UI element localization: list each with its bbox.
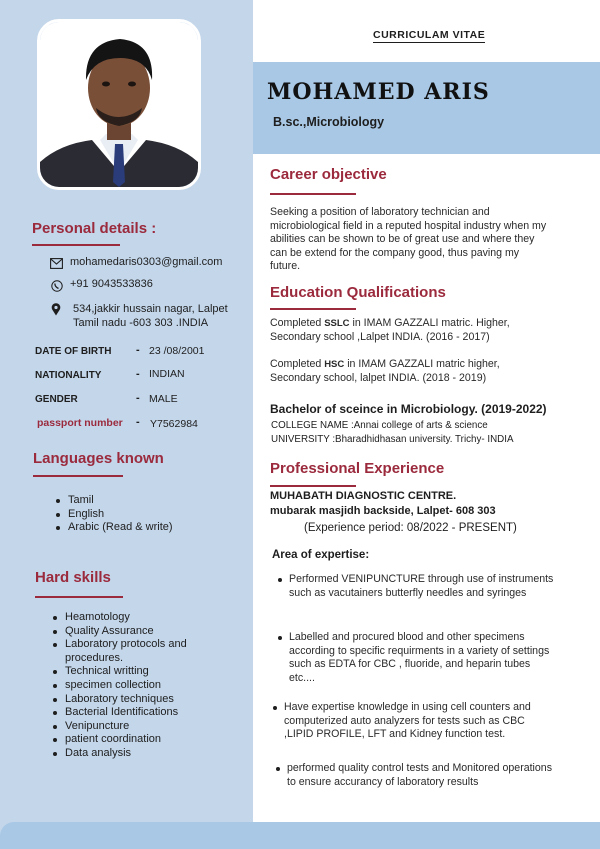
dob-separator: - <box>136 344 140 356</box>
bachelor-entry: Bachelor of sceince in Microbiology. (2019-2022) <box>270 402 547 416</box>
passport-value: Y7562984 <box>150 418 198 430</box>
experience-period: (Experience period: 08/2022 - PRESENT) <box>304 522 517 534</box>
passport-separator: - <box>136 416 140 428</box>
expertise-heading: Area of expertise: <box>272 549 370 561</box>
experience-heading: Professional Experience <box>270 460 445 477</box>
skills-list <box>51 611 211 761</box>
list-item: Laboratory protocols and procedures. <box>51 638 211 665</box>
email-text: mohamedaris0303@gmail.com <box>70 256 223 268</box>
career-divider <box>270 193 356 195</box>
hsc-pre: Completed <box>270 358 325 370</box>
list-item: Performed VENIPUNCTURE through use of instruments such as vacutainers butterfly needles and syringes <box>272 573 557 600</box>
list-item: Technical writting <box>51 665 211 679</box>
nationality-value: INDIAN <box>149 368 185 380</box>
gender-value: MALE <box>149 393 178 405</box>
university-name: UNIVERSITY :Bharadhidhasan university. Trichy- INDIA <box>271 434 514 445</box>
phone-text: +91 9043533836 <box>70 278 153 290</box>
list-item: patient coordination <box>51 733 211 747</box>
sslc-pre: Completed <box>270 317 325 329</box>
list-item: Tamil <box>54 494 244 508</box>
degree: B.sc.,Microbiology <box>273 115 385 129</box>
passport-label: passport number <box>37 417 123 429</box>
gender-separator: - <box>136 392 140 404</box>
list-item: Venipuncture <box>51 720 211 734</box>
list-item: Laboratory techniques <box>51 693 211 707</box>
education-divider <box>270 308 356 310</box>
languages-divider <box>33 475 123 477</box>
expertise-list-2 <box>272 631 557 686</box>
list-item: Quality Assurance <box>51 625 211 639</box>
list-item: specimen collection <box>51 679 211 693</box>
skills-heading: Hard skills <box>35 569 111 586</box>
personal-details-heading: Personal details : <box>32 220 157 237</box>
career-objective-heading: Career objective <box>270 166 387 183</box>
career-objective-text: Seeking a position of laboratory technician and microbiological field in a reputed hospital industry when my abilities can be shown to be of great use and where they can be extend for the company good, thus paving my future. <box>270 206 547 273</box>
list-item: Bacterial Identifications <box>51 706 211 720</box>
employer-name: MUHABATH DIAGNOSTIC CENTRE. <box>270 490 457 502</box>
dob-value: 23 /08/2001 <box>149 345 205 357</box>
mail-icon <box>50 256 63 274</box>
hsc-post: in IMAM GAZZALI matric higher, Secondary school, lalpet INDIA. (2018 - 2019) <box>270 358 500 384</box>
cv-label: CURRICULAM VITAE <box>373 29 486 41</box>
experience-divider <box>270 485 356 487</box>
nationality-label: NATIONALITY <box>35 370 102 381</box>
sslc-post: in IMAM GAZZALI matric. Higher, Secondary school ,Lalpet INDIA. (2016 - 2017) <box>270 317 510 343</box>
personal-divider <box>32 244 120 246</box>
employer-address: mubarak masjidh backside, Lalpet- 608 303 <box>270 505 496 517</box>
nationality-separator: - <box>136 368 140 380</box>
hsc-tag: HSC <box>324 359 345 370</box>
college-name: COLLEGE NAME :Annai college of arts & science <box>271 420 488 431</box>
list-item: Data analysis <box>51 747 211 761</box>
list-item: Arabic (Read & write) <box>54 521 244 535</box>
expertise-list <box>272 573 557 600</box>
list-item: Heamotology <box>51 611 211 625</box>
education-heading: Education Qualifications <box>270 284 446 301</box>
list-item: Have expertise knowledge in using cell counters and computerized auto analyzers for tests such as CBC ,LIPID PROFILE, LFT and Kidney function test. <box>267 701 557 742</box>
address-line-2: Tamil nadu -603 303 .INDIA <box>73 317 209 329</box>
list-item: Labelled and procured blood and other specimens according to specific requirments in a variety of settings such as EDTA for CBC , fluoride, and heparin tubes etc.... <box>272 631 557 686</box>
skills-divider <box>35 596 123 598</box>
dob-label: DATE OF BIRTH <box>35 346 112 357</box>
footer-band <box>0 822 600 849</box>
expertise-list-4 <box>270 762 557 789</box>
languages-list <box>54 494 244 535</box>
hsc-entry <box>270 358 552 385</box>
sslc-entry <box>270 317 552 344</box>
candidate-name: MOHAMED ARIS <box>267 79 490 105</box>
list-item: English <box>54 508 244 522</box>
list-item: performed quality control tests and Monitored operations to ensure accurancy of laboratory results <box>270 762 557 789</box>
sslc-tag: SSLC <box>324 318 350 329</box>
address-line-1: 534,jakkir hussain nagar, Lalpet <box>73 303 228 315</box>
expertise-list-3 <box>267 701 557 742</box>
phone-icon <box>51 279 63 297</box>
location-pin-icon <box>51 303 61 321</box>
languages-heading: Languages known <box>33 450 164 467</box>
gender-label: GENDER <box>35 394 78 405</box>
profile-photo <box>37 19 201 190</box>
